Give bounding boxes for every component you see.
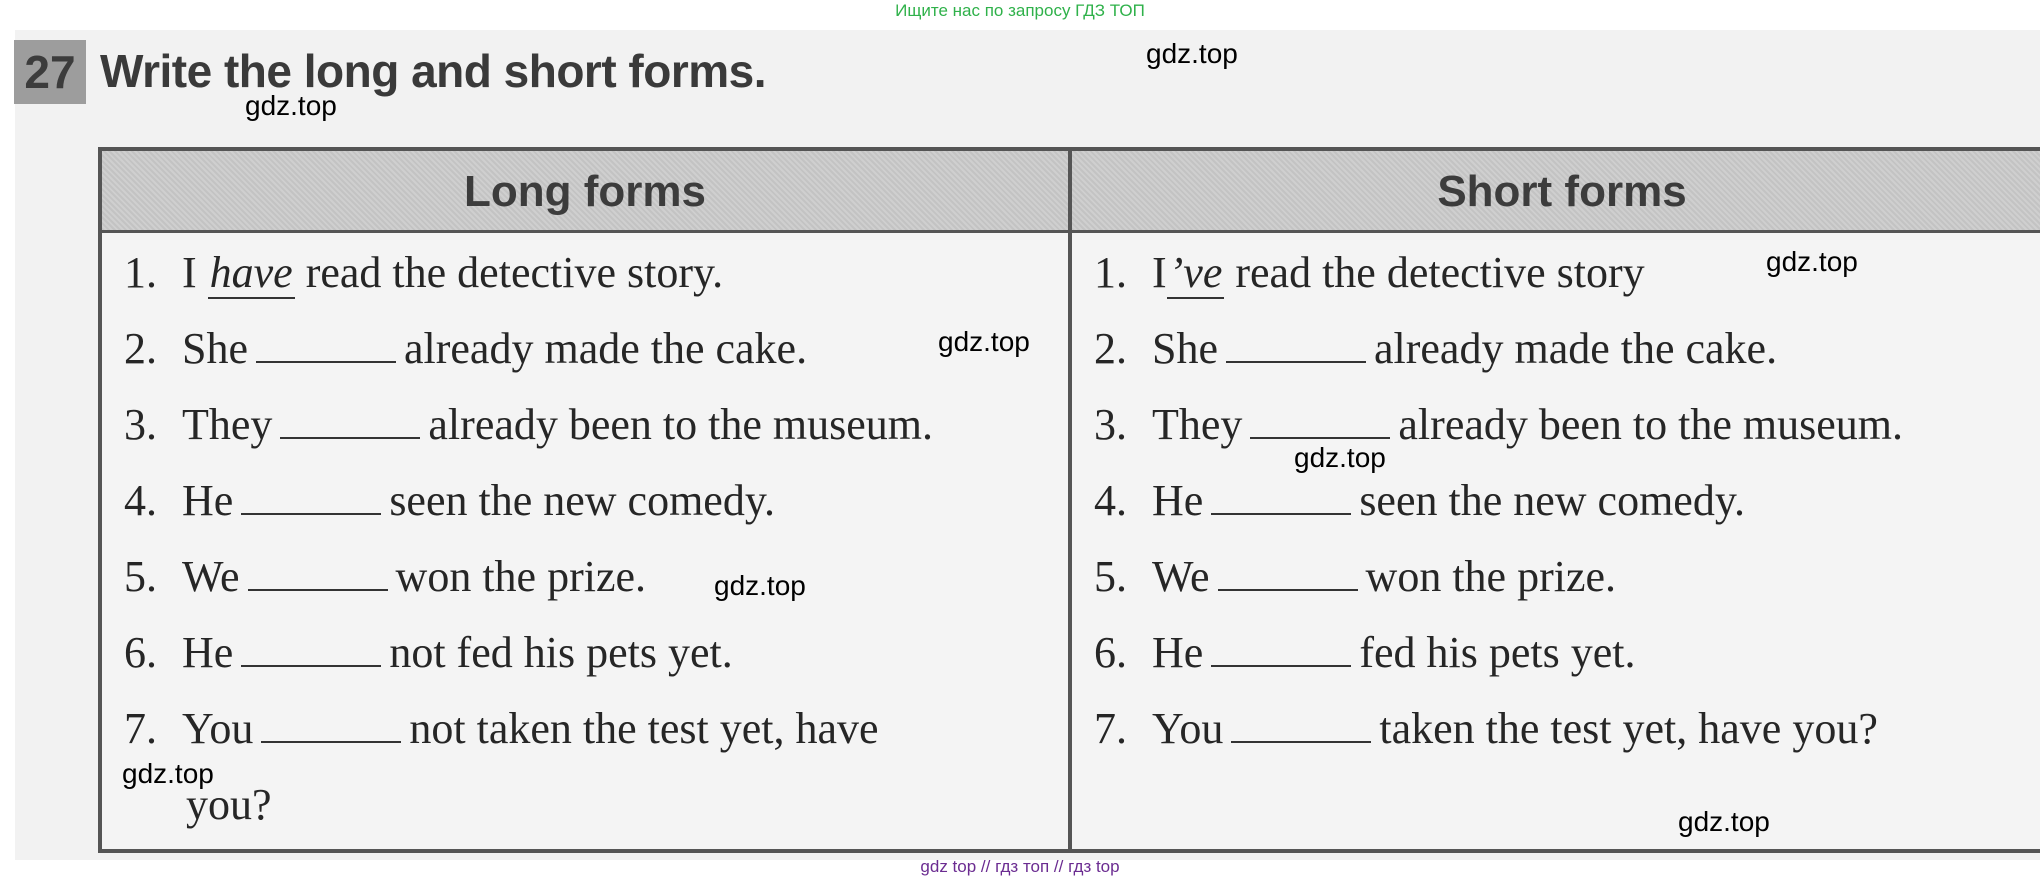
long-row-3 (124, 395, 933, 455)
answer-blank[interactable] (1218, 553, 1358, 591)
row-subject: I (1152, 248, 1167, 297)
answer-blank[interactable] (1231, 705, 1371, 743)
exercise-number: 27 (14, 40, 86, 104)
row-subject: She (182, 324, 248, 373)
row-subject: They (1152, 400, 1243, 449)
row-text: read the detective story (1235, 248, 1645, 297)
header-short-forms: Short forms (1072, 151, 2040, 233)
filled-answer: have (209, 248, 293, 297)
long-row-7 (124, 699, 879, 759)
answer-blank[interactable] (1250, 401, 1390, 439)
watermark: gdz.top (1294, 442, 1386, 473)
row-text: not fed his pets yet. (389, 628, 733, 677)
watermark: gdz.top (122, 758, 214, 789)
row-number: 1. (1094, 248, 1127, 297)
watermark: gdz.top (1146, 38, 1238, 69)
answer-blank[interactable] (280, 401, 420, 439)
filled-answer: ’ve (1168, 248, 1223, 297)
top-banner[interactable]: Ищите нас по запросу ГДЗ ТОП (895, 1, 1145, 20)
short-row-3 (1094, 395, 1903, 455)
watermark: gdz.top (714, 570, 806, 601)
short-row-7 (1094, 699, 1878, 759)
row-number: 1. (124, 248, 157, 297)
header-long-forms: Long forms (102, 151, 1068, 233)
row-number: 2. (1094, 324, 1127, 373)
row-subject: I (182, 248, 197, 297)
row-text: read the detective story. (305, 248, 724, 297)
row-subject: He (1152, 628, 1204, 677)
long-row-2 (124, 319, 807, 379)
answer-blank[interactable] (241, 477, 381, 515)
row-text: not taken the test yet, have (409, 704, 879, 753)
row-text: already been to the museum. (1398, 400, 1904, 449)
row-number: 3. (124, 400, 157, 449)
row-subject: He (182, 476, 234, 525)
long-row-1 (124, 243, 723, 303)
row-text: seen the new comedy. (1359, 476, 1745, 525)
answer-blank[interactable] (1211, 629, 1351, 667)
exercise-title: Write the long and short forms. (100, 45, 767, 97)
short-row-4 (1094, 471, 1745, 531)
row-subject: He (1152, 476, 1204, 525)
row-number: 7. (1094, 704, 1127, 753)
row-number: 5. (124, 552, 157, 601)
row-subject: She (1152, 324, 1218, 373)
answer-blank[interactable] (1211, 477, 1351, 515)
row-number: 6. (124, 628, 157, 677)
watermark: gdz.top (245, 90, 337, 121)
row-text: fed his pets yet. (1359, 628, 1636, 677)
row-subject: He (182, 628, 234, 677)
long-row-6 (124, 623, 733, 683)
long-row-7-continuation: you? (186, 780, 272, 829)
answer-blank[interactable] (241, 629, 381, 667)
watermark: gdz.top (1678, 806, 1770, 837)
row-number: 7. (124, 704, 157, 753)
row-subject: They (182, 400, 273, 449)
short-row-1 (1094, 243, 1645, 303)
watermark: gdz.top (1766, 246, 1858, 277)
row-number: 4. (1094, 476, 1127, 525)
row-text: seen the new comedy. (389, 476, 775, 525)
column-divider (1068, 147, 1072, 853)
row-number: 6. (1094, 628, 1127, 677)
answer-blank[interactable] (248, 553, 388, 591)
row-text: already made the cake. (404, 324, 808, 373)
answer-blank[interactable] (256, 325, 396, 363)
row-text: won the prize. (1365, 552, 1617, 601)
row-text: already made the cake. (1374, 324, 1778, 373)
short-row-5 (1094, 547, 1616, 607)
answer-blank[interactable] (1226, 325, 1366, 363)
row-subject: We (1152, 552, 1210, 601)
row-subject: We (182, 552, 240, 601)
short-row-2 (1094, 319, 1777, 379)
row-text: taken the test yet, have you? (1379, 704, 1878, 753)
row-number: 5. (1094, 552, 1127, 601)
row-number: 2. (124, 324, 157, 373)
footer-links[interactable]: gdz top // гдз топ // гдз top (920, 857, 1120, 876)
answer-blank[interactable] (261, 705, 401, 743)
long-row-5 (124, 547, 646, 607)
row-number: 4. (124, 476, 157, 525)
row-subject: You (1152, 704, 1224, 753)
watermark: gdz.top (938, 326, 1030, 357)
row-subject: You (182, 704, 254, 753)
row-text: already been to the museum. (428, 400, 934, 449)
short-row-6 (1094, 623, 1635, 683)
row-text: won the prize. (395, 552, 647, 601)
row-number: 3. (1094, 400, 1127, 449)
long-row-4 (124, 471, 775, 531)
